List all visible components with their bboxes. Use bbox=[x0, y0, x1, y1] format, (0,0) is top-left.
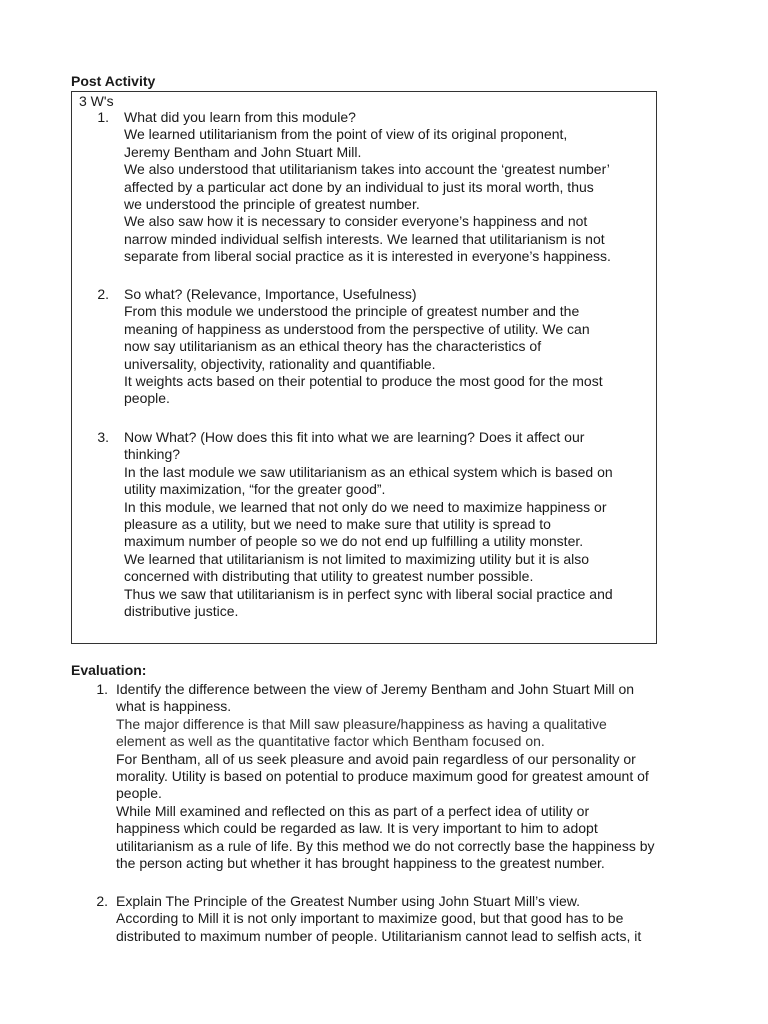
text-line: While Mill examined and reflected on this as part of a perfect idea of utility or bbox=[116, 802, 590, 819]
item-number: 1. bbox=[97, 109, 109, 125]
text-line: In the last module we saw utilitarianism as an ethical system which is based on bbox=[124, 463, 613, 480]
text-line: Explain The Principle of the Greatest Number using John Stuart Mill’s view. bbox=[116, 893, 581, 909]
text-line: people. bbox=[124, 390, 170, 407]
text-line: Jeremy Bentham and John Stuart Mill. bbox=[124, 143, 362, 160]
text-line: happiness which could be regarded as law. It is very important to him to adopt bbox=[116, 820, 598, 837]
item-number: 2. bbox=[96, 893, 108, 909]
text-line: The major difference is that Mill saw pleasure/happiness as having a qualitative bbox=[116, 715, 607, 732]
text-line: We also understood that utilitarianism takes into account the ‘greatest number’ bbox=[124, 161, 610, 178]
text-line: morality. Utility is based on potential to produce maximum good for greatest amount of bbox=[116, 767, 649, 784]
text-line: utility maximization, “for the greater good”. bbox=[124, 481, 386, 498]
text-line: We also saw how it is necessary to consider everyone’s happiness and not bbox=[124, 213, 588, 230]
text-line: According to Mill it is not only important to maximize good, but that good has to be bbox=[116, 910, 624, 927]
item-text bbox=[124, 109, 611, 266]
text-line: utilitarianism as a rule of life. By this method we do not correctly base the happiness by bbox=[116, 837, 655, 854]
item-text bbox=[116, 681, 655, 872]
three-ws-box bbox=[71, 91, 657, 644]
text-line: We learned utilitarianism from the point of view of its original proponent, bbox=[124, 126, 568, 143]
post-activity-heading: Post Activity bbox=[71, 73, 156, 89]
text-line: For Bentham, all of us seek pleasure and avoid pain regardless of our personality or bbox=[116, 750, 636, 767]
text-line: pleasure as a utility, but we need to make sure that utility is spread to bbox=[124, 515, 551, 532]
text-line: What did you learn from this module? bbox=[124, 109, 356, 125]
evaluation-heading: Evaluation: bbox=[71, 662, 147, 678]
text-line: Now What? (How does this fit into what we are learning? Does it affect our bbox=[124, 429, 585, 445]
text-line: meaning of happiness as understood from the perspective of utility. We can bbox=[124, 320, 590, 337]
text-line: concerned with distributing that utility to greatest number possible. bbox=[124, 568, 534, 585]
text-line: element as well as the quantitative factor which Bentham focused on. bbox=[116, 733, 545, 750]
text-line: distributive justice. bbox=[124, 602, 239, 619]
text-line: affected by a particular act done by an individual to just its moral worth, thus bbox=[124, 178, 594, 195]
text-line: we understood the principle of greatest number. bbox=[124, 195, 420, 212]
text-line: what is happiness. bbox=[116, 698, 232, 715]
text-line: maximum number of people so we do not end up fulfilling a utility monster. bbox=[124, 533, 584, 550]
text-line: Identify the difference between the view of Jeremy Bentham and John Stuart Mill on bbox=[116, 681, 635, 697]
text-line: separate from liberal social practice as it is interested in everyone’s happiness. bbox=[124, 248, 611, 265]
box-label: 3 W's bbox=[79, 93, 114, 109]
text-line: In this module, we learned that not only do we need to maximize happiness or bbox=[124, 498, 607, 515]
text-line: So what? (Relevance, Importance, Usefulness) bbox=[124, 286, 417, 302]
text-line: the person acting but whether it has brought happiness to the greatest number. bbox=[116, 854, 605, 871]
text-line: It weights acts based on their potential to produce the most good for the most bbox=[124, 372, 603, 389]
text-line: We learned that utilitarianism is not limited to maximizing utility but it is also bbox=[124, 550, 590, 567]
item-number: 1. bbox=[96, 681, 108, 697]
text-line: people. bbox=[116, 785, 162, 802]
text-line: thinking? bbox=[124, 446, 181, 463]
text-line: narrow minded individual selfish interests. We learned that utilitarianism is not bbox=[124, 230, 605, 247]
item-text bbox=[124, 429, 613, 620]
text-line: now say utilitarianism as an ethical theory has the characteristics of bbox=[124, 338, 542, 355]
text-line: From this module we understood the principle of greatest number and the bbox=[124, 303, 580, 320]
text-line: Thus we saw that utilitarianism is in perfect sync with liberal social practice and bbox=[124, 585, 613, 602]
text-line: universality, objectivity, rationality and quantifiable. bbox=[124, 355, 436, 372]
item-text bbox=[124, 286, 603, 408]
item-text bbox=[116, 893, 641, 945]
item-number: 3. bbox=[97, 429, 109, 445]
text-line: distributed to maximum number of people. Utilitarianism cannot lead to selfish acts, it bbox=[116, 927, 642, 944]
item-number: 2. bbox=[97, 286, 109, 302]
